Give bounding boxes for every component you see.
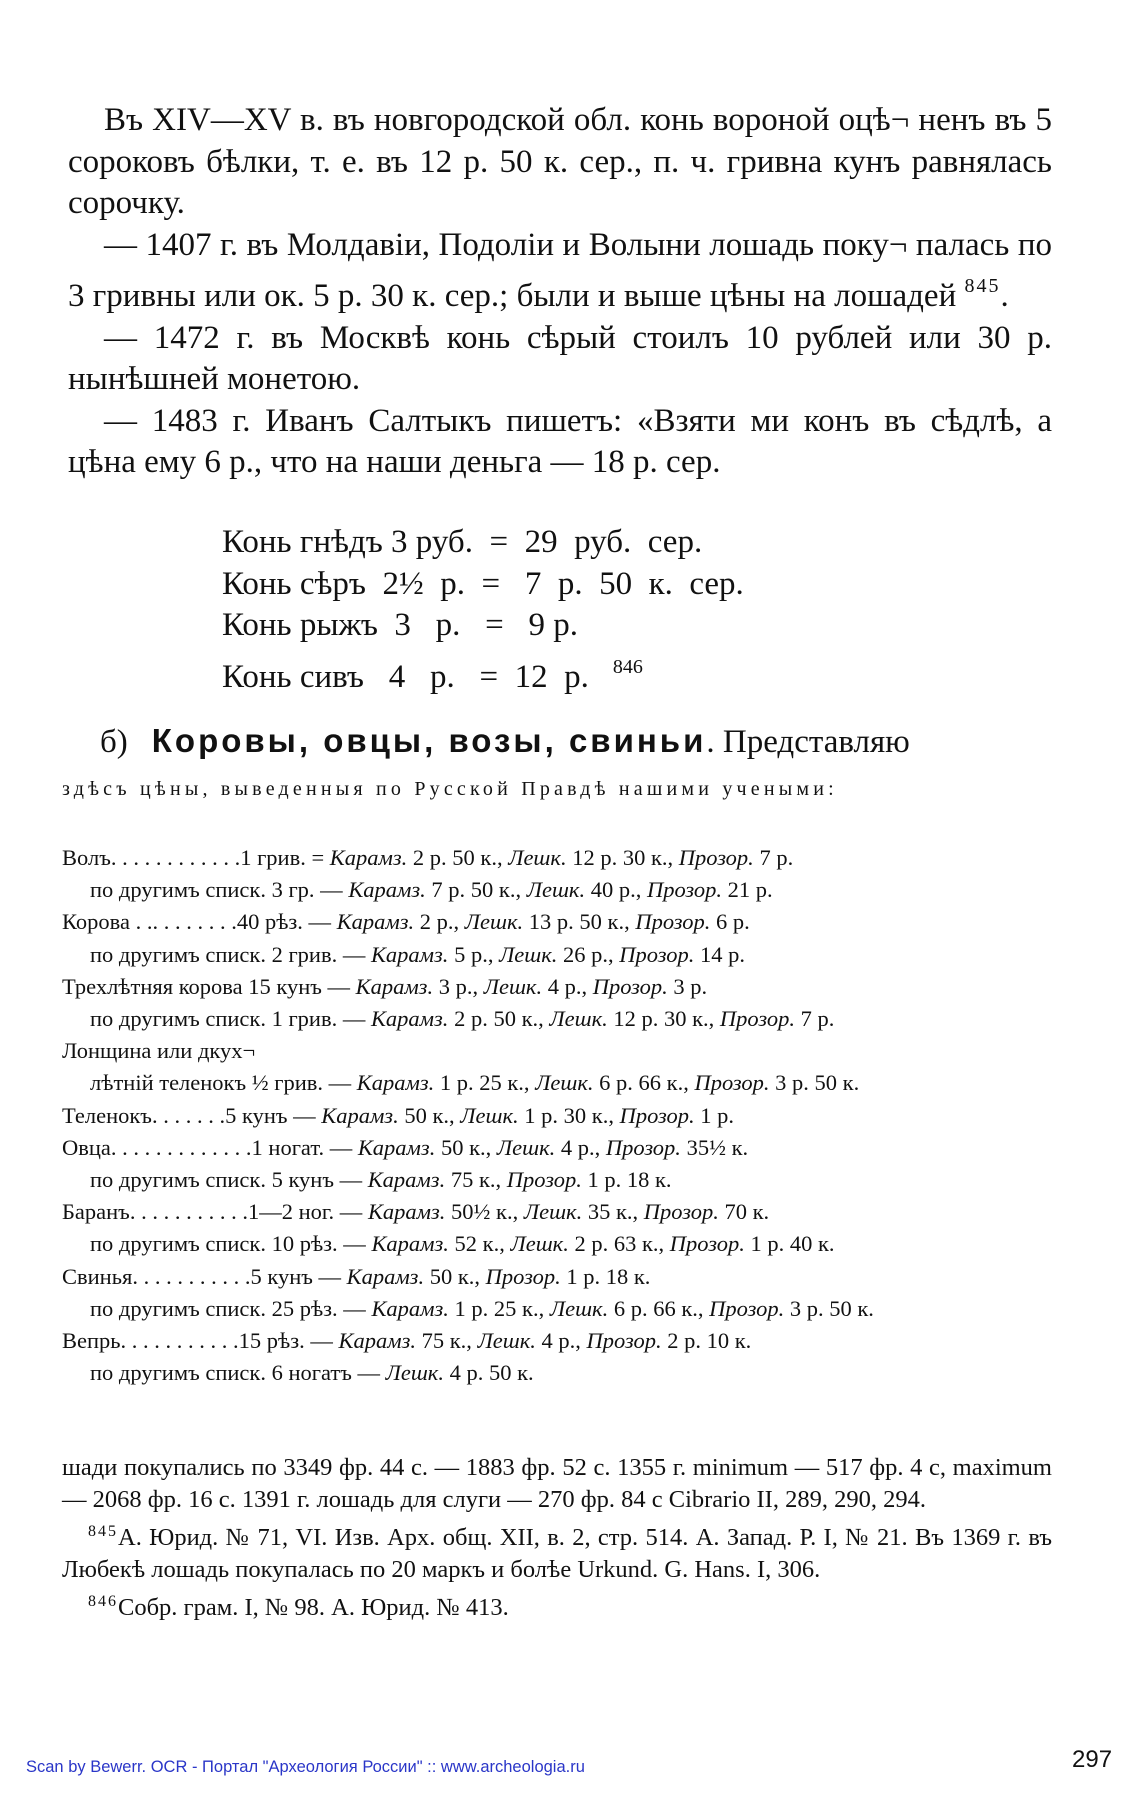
karamzin-value: 3 р., — [433, 973, 484, 999]
leshkov-value: 13 р. 50 к., — [523, 909, 636, 935]
price-value: 1—2 ног. — — [247, 1199, 368, 1225]
leshkov-label: Лешк. — [510, 1231, 569, 1257]
prozorovsky-value: 35½ к. — [680, 1134, 749, 1160]
prozorovsky-value: 1 р. 18 к. — [581, 1167, 672, 1193]
price-item: Вепрь. . . . . . . . . . . — [62, 1328, 239, 1354]
leshkov-value: 4 р., — [542, 973, 593, 999]
price-item: Лонщина или дкух¬ — [62, 1038, 256, 1064]
prozorovsky-label: Прозор. — [694, 1070, 770, 1096]
price-table-row — [62, 1164, 1052, 1196]
footnote-845-text: А. Юрид. № 71, VI. Изв. Арх. общ. XII, в. 2, стр. 514. А. Запад. Р. I, № 21. Въ 1369 г. въ Любекѣ лошадь покупалась по 20 маркъ и болѣе Urkund. G. Hans. I, 306. — [62, 1524, 1052, 1583]
prozorovsky-label: Прозор. — [669, 1231, 745, 1257]
horse-line: Конь рыжъ 3 р. = 9 р. — [222, 607, 579, 643]
section-rest: Представляю — [722, 724, 910, 760]
price-table-row — [62, 1261, 1052, 1293]
karamzin-label: Карамз. — [338, 1328, 416, 1354]
price-table-row — [62, 971, 1052, 1003]
karamzin-value: 50 к., — [398, 1102, 461, 1128]
price-table-row — [62, 842, 1052, 874]
karamzin-label: Карамз. — [329, 845, 408, 870]
price-table-row — [62, 1003, 1052, 1035]
scan-credit-link[interactable]: Scan by Bewerr. OCR - Портал "Археология России" :: www.archeologia.ru — [26, 1758, 585, 1776]
price-item: Трехлѣтняя корова — [62, 973, 249, 999]
prozorovsky-value: 6 р. — [710, 909, 750, 935]
prozorovsky-value: 1 р. 18 к. — [560, 1263, 651, 1289]
karamzin-label: Карамз. — [348, 877, 426, 903]
price-item: Корова . .. . . . . . . . — [62, 909, 237, 935]
karamzin-label: Карамз. — [367, 1167, 446, 1193]
horse-line — [222, 647, 744, 699]
footnotes — [62, 1452, 1052, 1624]
leshkov-label: Лешк. — [483, 973, 543, 999]
price-item: Теленокъ. . . . . . . — [62, 1102, 226, 1128]
prozorovsky-value: 3 р. 50 к. — [769, 1070, 860, 1096]
prozorovsky-label: Прозор. — [678, 845, 754, 870]
karamzin-value: 7 р. 50 к., — [425, 877, 527, 903]
leshkov-label: Лешк. — [508, 845, 567, 870]
price-value: лѣтній теленокъ ½ грив. — — [90, 1070, 357, 1096]
karamzin-value: 2 р. 50 к., — [448, 1006, 550, 1032]
horse-price-list — [222, 522, 744, 698]
karamzin-value: 75 к., — [416, 1328, 478, 1354]
karamzin-value: 1 р. 25 к., — [434, 1070, 536, 1096]
price-value: 5 кунъ — — [250, 1263, 347, 1289]
leshkov-label: Лешк. — [523, 1199, 583, 1225]
price-value: по другимъ списк. 5 кунъ — — [90, 1167, 368, 1193]
price-table-row — [62, 874, 1052, 906]
karamzin-value: 2 р. 50 к., — [407, 845, 509, 870]
price-table-row — [62, 1357, 1052, 1389]
price-value: 1 ногат. — — [251, 1134, 358, 1160]
prozorovsky-label: Прозор. — [605, 1134, 681, 1160]
prozorovsky-label: Прозор. — [506, 1167, 582, 1193]
karamzin-label: Карамз. — [321, 1102, 399, 1128]
main-text — [68, 100, 1052, 484]
paragraph-1407-end: . — [1000, 278, 1009, 314]
price-value: по другимъ списк. 2 грив. — — [90, 941, 371, 967]
price-value: 5 кунъ — — [225, 1102, 322, 1128]
price-table-row — [62, 1228, 1052, 1260]
prozorovsky-label: Прозор. — [643, 1199, 719, 1225]
leshkov-label: Лешк. — [526, 877, 586, 903]
prozorovsky-label: Прозор. — [485, 1263, 561, 1289]
prozorovsky-value: 7 р. — [753, 845, 794, 870]
prozorovsky-value: 14 р. — [694, 941, 745, 967]
price-value: по другимъ списк. 10 рѣз. — — [90, 1231, 372, 1257]
leshkov-value: 35 к., — [582, 1199, 644, 1225]
footnote-845-marker: 845 — [88, 1523, 118, 1540]
paragraph-1472: — 1472 г. въ Москвѣ конь сѣрый стоилъ 10 рублей или 30 р. нынѣшней монетою. — [68, 319, 1052, 397]
paragraph-xiv-xv: Въ XIV—XV в. въ новгородской обл. конь вороной оцѣ¬ ненъ въ 5 сороковъ бѣлки, т. е. въ 12 р. 50 к. сер., п. ч. гривна кунъ равнялась сорочку. — [68, 102, 1052, 221]
leshkov-value: 40 р., — [585, 877, 647, 903]
price-value: 15 рѣз. — — [238, 1328, 339, 1354]
paragraph-1407 — [68, 225, 1052, 318]
prozorovsky-label: Прозор. — [635, 909, 711, 935]
footnote-846-text: Собр. грам. I, № 98. А. Юрид. № 413. — [118, 1594, 509, 1621]
prozorovsky-label: Прозор. — [619, 1102, 695, 1128]
leshkov-value: 4 р. 50 к. — [443, 1360, 534, 1386]
footnote-continuation: шади покупались по 3349 фр. 44 с. — 1883 фр. 52 с. 1355 г. minimum — 517 фр. 4 с, maximum — 2068 фр. 16 с. 1391 г. лошадь для слуги — 270 фр. 84 с Cibrario II, 289, 290, 294. — [62, 1454, 1052, 1513]
leshkov-value: 6 р. 66 к., — [593, 1070, 695, 1096]
paragraph-1483: — 1483 г. Иванъ Салтыкъ пишетъ: «Взяти ми конъ въ сѣдлѣ, а цѣна ему 6 р., что на наши деньга — 18 р. сер. — [68, 402, 1052, 480]
karamzin-label: Карамз. — [336, 909, 415, 935]
leshkov-value: 1 р. 30 к., — [518, 1102, 620, 1128]
leshkov-value: 12 р. 30 к., — [607, 1006, 720, 1032]
price-table-row — [62, 1132, 1052, 1164]
prozorovsky-label: Прозор. — [619, 941, 695, 967]
leshkov-value: 26 р., — [557, 941, 620, 967]
leshkov-value: 6 р. 66 к., — [608, 1295, 710, 1321]
price-value: по другимъ списк. 3 гр. — — [90, 877, 349, 903]
price-table-row — [62, 939, 1052, 971]
karamzin-label: Карамз. — [356, 1070, 435, 1096]
prozorovsky-value: 21 р. — [722, 877, 773, 903]
price-value: по другимъ списк. 6 ногатъ — — [90, 1360, 386, 1386]
section-heading: Коровы, овцы, возы, свиньи — [151, 722, 707, 759]
horse-line: Конь сѣръ 2½ р. = 7 р. 50 к. сер. — [222, 565, 744, 602]
leshkov-label: Лешк. — [464, 909, 524, 935]
karamzin-label: Карамз. — [355, 973, 434, 999]
leshkov-label: Лешк. — [549, 1295, 609, 1321]
prozorovsky-value: 3 р. — [667, 973, 708, 999]
karamzin-label: Карамз. — [371, 1231, 449, 1257]
leshkov-label: Лешк. — [535, 1070, 594, 1096]
price-value: по другимъ списк. 25 рѣз. — — [90, 1295, 372, 1321]
price-value: 15 кунъ — — [248, 973, 356, 999]
karamzin-value: 75 к., — [445, 1167, 507, 1193]
price-table-row — [62, 1067, 1052, 1099]
karamzin-value: 50 к., — [435, 1134, 497, 1160]
karamzin-value: 50½ к., — [445, 1199, 524, 1225]
prozorovsky-value: 3 р. 50 к. — [784, 1295, 874, 1321]
karamzin-value: 1 р. 25 к., — [448, 1295, 550, 1321]
leshkov-value: 4 р., — [555, 1134, 606, 1160]
leshkov-label: Лешк. — [460, 1102, 519, 1128]
leshkov-value: 4 р., — [535, 1328, 587, 1354]
price-table-row — [62, 1293, 1052, 1325]
leshkov-value: 12 р. 30 к., — [566, 845, 679, 870]
section-heading-line — [100, 720, 1052, 763]
prozorovsky-label: Прозор. — [719, 1006, 795, 1032]
price-table-row — [62, 1196, 1052, 1228]
footnote-846 — [62, 1586, 1052, 1624]
leshkov-value: 2 р. 63 к., — [568, 1231, 670, 1257]
footnote-ref-846[interactable]: 846 — [612, 655, 643, 678]
price-item: Баранъ. . . . . . . . . . . — [62, 1199, 248, 1225]
karamzin-label: Карамз. — [370, 941, 449, 967]
price-table — [62, 842, 1052, 1389]
karamzin-value: 5 р., — [448, 941, 500, 967]
price-item: Овца. . . . . . . . . . . . . — [62, 1134, 252, 1160]
prozorovsky-value: 1 р. — [694, 1102, 735, 1128]
prozorovsky-value: 2 р. 10 к. — [661, 1328, 752, 1354]
prozorovsky-label: Прозор. — [586, 1328, 662, 1354]
section-subline: здѣсъ цѣны, выведенныя по Русской Правдѣ нашими учеными: — [62, 778, 838, 800]
karamzin-label: Карамз. — [357, 1134, 436, 1160]
price-item: Волъ. . . . . . . . . . . . — [62, 845, 241, 870]
section-label: б) — [100, 724, 128, 760]
page-number: 297 — [1072, 1746, 1113, 1773]
horse-line-text: Конь сивъ 4 р. = 12 р. — [222, 658, 589, 695]
karamzin-label: Карамз. — [371, 1295, 449, 1321]
prozorovsky-value: 7 р. — [794, 1006, 835, 1032]
price-table-row — [62, 1100, 1052, 1132]
price-table-row — [62, 1325, 1052, 1357]
karamzin-value: 2 р., — [414, 909, 465, 935]
footnote-ref-845[interactable]: 845 — [964, 275, 1001, 297]
karamzin-value: 52 к., — [448, 1231, 511, 1257]
leshkov-label: Лешк. — [496, 1134, 556, 1160]
karamzin-label: Карамз. — [370, 1006, 449, 1032]
leshkov-label: Лешк. — [549, 1006, 608, 1032]
prozorovsky-label: Прозор. — [709, 1295, 785, 1321]
price-item: Свинья. . . . . . . . . . . — [62, 1263, 251, 1289]
price-value: по другимъ списк. 1 грив. — — [90, 1006, 371, 1032]
prozorovsky-value: 1 р. 40 к. — [744, 1231, 835, 1257]
leshkov-label: Лешк. — [385, 1360, 444, 1386]
karamzin-label: Карамз. — [367, 1199, 446, 1225]
leshkov-label: Лешк. — [477, 1328, 536, 1354]
price-value: 1 грив. = — [240, 845, 330, 870]
horse-line: Конь гнѣдъ 3 руб. = 29 руб. сер. — [222, 524, 703, 560]
price-value: 40 рѣз. — — [236, 909, 337, 935]
section-heading-end: . — [706, 724, 715, 760]
karamzin-label: Карамз. — [346, 1263, 425, 1289]
price-table-row — [62, 906, 1052, 938]
prozorovsky-label: Прозор. — [592, 973, 668, 999]
price-table-row — [62, 1035, 1052, 1067]
footnote-846-marker: 846 — [88, 1593, 118, 1610]
leshkov-label: Лешк. — [499, 941, 558, 967]
prozorovsky-label: Прозор. — [646, 877, 723, 903]
footnote-845 — [62, 1516, 1052, 1586]
karamzin-value: 50 к., — [424, 1263, 486, 1289]
paragraph-1407-text: — 1407 г. въ Молдавіи, Подоліи и Волыни лошадь поку¬ палась по 3 гривны или ок. 5 р. 30 к. сер.; были и выше цѣны на лошадей — [68, 226, 1052, 314]
prozorovsky-value: 70 к. — [718, 1199, 770, 1225]
